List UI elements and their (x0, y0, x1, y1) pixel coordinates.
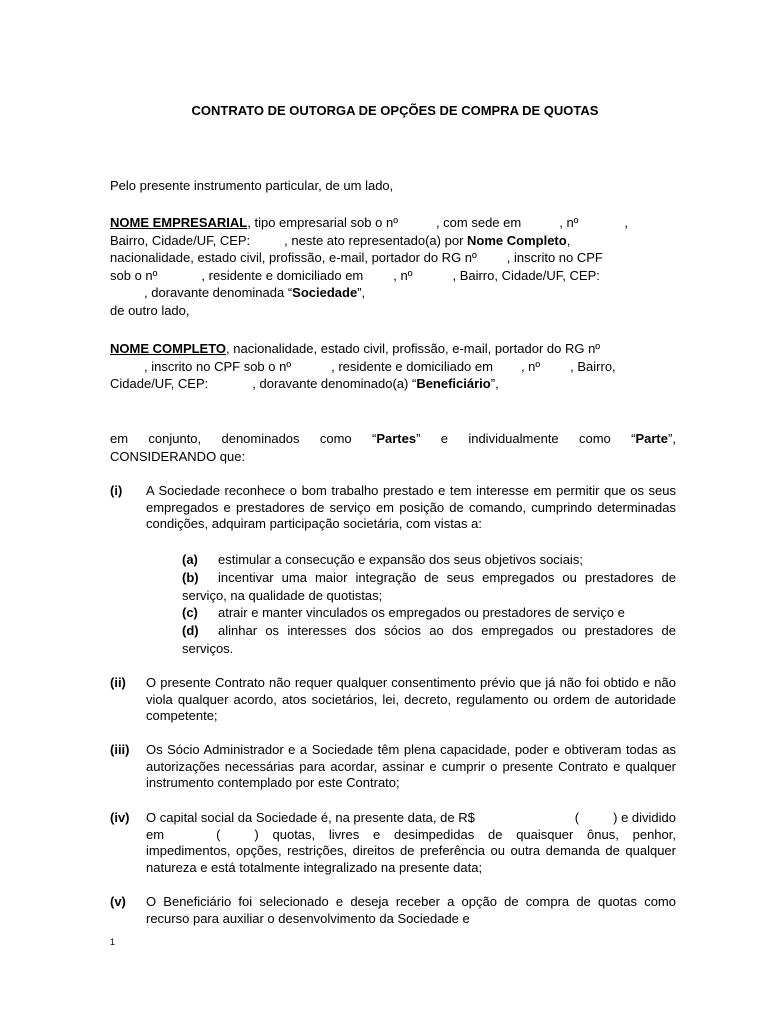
sub-item-label: (a) (182, 552, 198, 567)
party2-text: , nacionalidade, estado civil, profissão, e-mail, portador do RG nº (226, 341, 601, 356)
party2-text: , doravante denominado(a) “ (252, 376, 417, 391)
party1-line6: de outro lado, (110, 302, 190, 318)
intro-text: Pelo presente instrumento particular, de um lado, (110, 178, 394, 193)
parties-text: conjunto, (148, 431, 202, 446)
party2-text: , nº (520, 358, 541, 374)
parties-text: “Parte”, (631, 431, 676, 446)
representative-name-placeholder: Nome Completo (467, 232, 567, 248)
parties-text: individualmente (468, 431, 559, 446)
sub-item (182, 569, 676, 604)
sub-item (182, 551, 676, 569)
party1-text: , (566, 232, 571, 248)
recital-text: O presente Contrato não requer qualquer consentimento prévio que já não foi obtido e não viola qualquer acordo, atos societários, lei, decreto, regulamento ou ordem de autoridade competente; (146, 675, 676, 723)
party2-line1 (110, 340, 676, 358)
parties-text: “Partes” (372, 431, 421, 446)
party1-text: , com sede em (435, 215, 522, 230)
party1-paragraph (110, 214, 676, 319)
sub-item (182, 622, 676, 657)
party1-text: ”, (357, 285, 366, 300)
capital-text: O capital social da Sociedade é, na presente data, de R$ (146, 810, 475, 825)
parties-line1 (110, 430, 676, 448)
sub-item-text: atrair e manter vinculados os empregados ou prestadores de serviço e (218, 605, 625, 620)
party1-text: , nº (559, 215, 579, 230)
party2-text: , residente e domiciliado em (331, 358, 493, 374)
intro-paragraph (110, 177, 676, 195)
parties-text: e (440, 431, 448, 446)
sub-item (182, 604, 676, 622)
party1-text: , tipo empresarial sob o nº (247, 215, 398, 230)
party1-text: , nº (393, 267, 413, 283)
capital-text: ( (574, 810, 580, 825)
party1-text: , neste ato representado(a) por (284, 232, 464, 248)
recital-text: Os Sócio Administrador e a Sociedade têm plena capacidade, poder e obtiveram todas as autorizações necessárias para acordar, assinar e cumprir o presente Contrato e qualquer instrumento contemplado por este Contrato; (146, 742, 676, 790)
party2-text: , inscrito no CPF sob o nº (144, 358, 292, 374)
party1-line1 (110, 214, 676, 232)
parties-paragraph (110, 430, 676, 465)
recital-text: A Sociedade reconhece o bom trabalho prestado e tem interesse em permitir que os seus empregados e prestadores de serviço em posição de comando, cumprindo determinadas condições, adquiram participação societária, com vistas a: (146, 483, 676, 531)
party2-paragraph (110, 340, 676, 393)
recital-item (110, 810, 676, 876)
sub-item-label: (d) (182, 623, 199, 638)
considering-heading: CONSIDERANDO que: (110, 448, 246, 464)
capital-text: ) e dividido (613, 810, 676, 825)
recital-label: (v) (110, 894, 126, 909)
party1-text: , inscrito no CPF (506, 250, 603, 265)
company-name-placeholder: NOME EMPRESARIAL (110, 215, 248, 230)
sub-item-text: estimular a consecução e expansão dos seus objetivos sociais; (218, 552, 583, 567)
recital-text: O Beneficiário foi selecionado e deseja receber a opção de compra de quotas como recurso para auxiliar o desenvolvimento da Sociedade e (146, 894, 676, 926)
recital-label: (ii) (110, 675, 126, 690)
parties-text: denominados (221, 431, 300, 446)
capital-line2 (146, 827, 676, 877)
party1-line5 (110, 284, 676, 302)
party1-text: sob o nº (110, 267, 158, 283)
capital-line1 (146, 810, 676, 827)
party2-text: Cidade/UF, CEP: (110, 376, 209, 391)
recital-text (146, 810, 676, 876)
parties-text: como (319, 431, 352, 446)
parties-text: como (579, 431, 611, 446)
page-number: 1 (110, 937, 116, 947)
capital-text: em (146, 826, 165, 842)
party1-line3 (110, 249, 676, 267)
party1-text: nacionalidade, estado civil, profissão, e-mail, portador do RG nº (110, 250, 477, 265)
party2-line3 (110, 375, 676, 393)
capital-text: ) quotas, livres e desimpedidas de quaisquer ônus, penhor, impedimentos, opções, restrições, direitos de preferência ou outra demanda de qualquer natureza e está totalmente integralizado na presente data; (146, 826, 676, 875)
recital-item (110, 483, 676, 533)
sub-item-label: (b) (182, 570, 199, 585)
party2-line2 (110, 358, 676, 376)
party1-text: Bairro, Cidade/UF, CEP: (110, 232, 251, 248)
party1-line2 (110, 232, 676, 250)
party1-text: , residente e domiciliado em (201, 267, 364, 283)
parties-text: em (110, 431, 129, 446)
party1-line4 (110, 267, 676, 285)
party1-text: , (624, 215, 629, 230)
defined-term-sociedade: Sociedade (292, 285, 358, 300)
recital-item (110, 742, 676, 792)
sub-item-text: alinhar os interesses dos sócios ao dos empregados ou prestadores de serviços. (182, 623, 676, 656)
sub-item-text: incentivar uma maior integração de seus empregados ou prestadores de serviço, na qualidade de quotistas; (182, 570, 676, 603)
recital-label: (iii) (110, 742, 130, 757)
party2-text: ”, (490, 376, 499, 391)
recital-item (110, 894, 676, 928)
person-name-placeholder: NOME COMPLETO (110, 341, 227, 356)
capital-text: ( (216, 826, 221, 842)
recital-label: (iv) (110, 810, 130, 825)
party1-text: , doravante denominada “ (144, 285, 293, 300)
recital-item (110, 675, 676, 725)
party1-text: , Bairro, Cidade/UF, CEP: (452, 267, 600, 283)
sub-item-label: (c) (182, 605, 198, 620)
recital-label: (i) (110, 483, 123, 498)
defined-term-beneficiario: Beneficiário (416, 376, 491, 391)
document-title: CONTRATO DE OUTORGA DE OPÇÕES DE COMPRA DE QUOTAS (191, 103, 599, 118)
party2-text: , Bairro, (570, 358, 616, 374)
